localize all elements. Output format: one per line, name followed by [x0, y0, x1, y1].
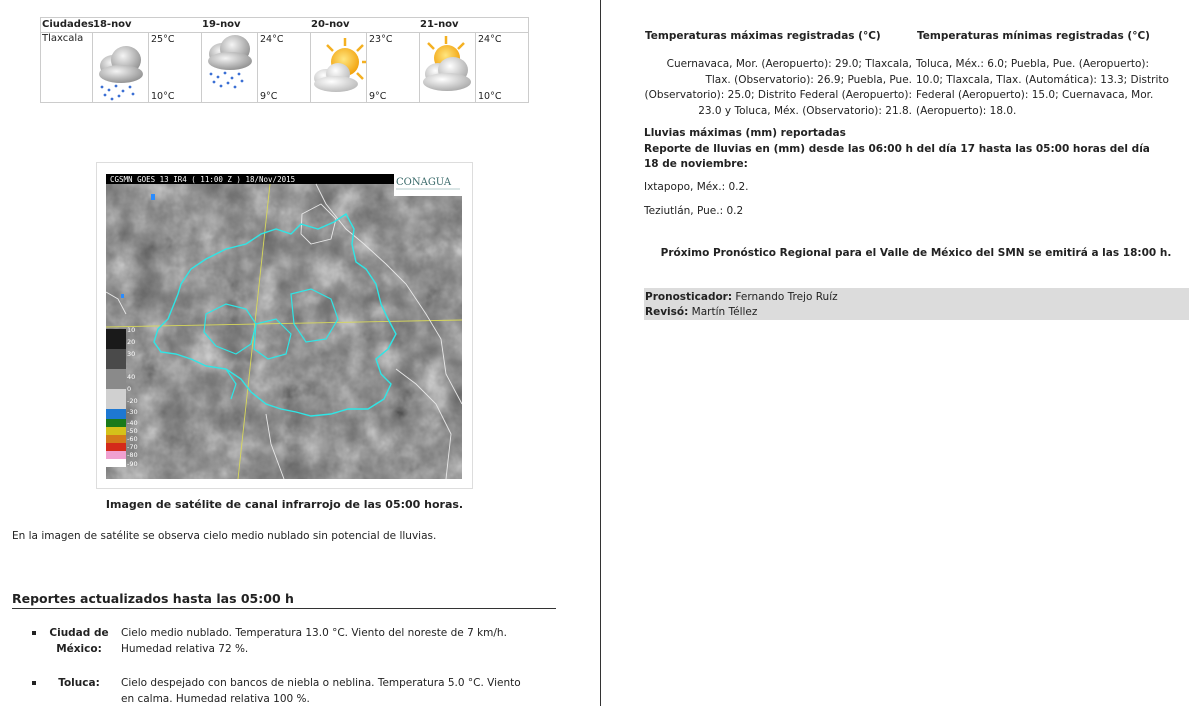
- satellite-observation: En la imagen de satélite se observa cielo medio nublado sin potencial de lluvias.: [12, 530, 437, 542]
- next-forecast: Próximo Pronóstico Regional para el Valle de México del SMN se emitirá a las 18:00 h.: [660, 247, 1172, 259]
- forecaster-name: Fernando Trejo Ruíz: [735, 291, 838, 303]
- report-item: [30, 675, 540, 707]
- scale-label: -40: [127, 419, 138, 427]
- bullet: [32, 631, 36, 635]
- report-item: [30, 625, 540, 659]
- min-temps-text: Toluca, Méx.: 6.0; Puebla, Pue. (Aeropuerto): 10.0; Tlaxcala, Tlax. (Automática): 13.3; Distrito Federal (Aeropuerto): 15.0; Cuernavaca, Mor. (Aeropuerto): 18.0.: [916, 58, 1169, 117]
- scale-label: 10: [127, 326, 136, 334]
- staff-box: [644, 288, 1189, 320]
- sun-cloud-icon: [311, 32, 367, 103]
- reviewer-label: Revisó:: [645, 306, 689, 318]
- forecast-day-3: [310, 32, 419, 103]
- scale-label: 20: [127, 338, 136, 346]
- forecast-day-1-max: 25°C: [151, 34, 175, 45]
- max-temps-text: Cuernavaca, Mor. (Aeropuerto): 29.0; Tlaxcala, Tlax. (Observatorio): 26.9; Puebla, Pue. (Observatorio): 25.0; Distrito Federal (Aeropuerto): 23.0 y Toluca, Méx. (Observatorio): 21.8.: [644, 58, 912, 117]
- rain-title: Lluvias máximas (mm) reportadas: [644, 127, 846, 139]
- forecast-table: [40, 17, 529, 103]
- forecast-day-4-min: 10°C: [478, 91, 502, 102]
- scale-label: -90: [127, 460, 138, 468]
- scale-label: 0: [127, 385, 132, 393]
- report-place: Ciudad de México:: [49, 627, 109, 655]
- forecast-day-2: [201, 32, 310, 103]
- forecast-header-day-4: 21-nov: [420, 19, 459, 30]
- rain-subtitle: Reporte de lluvias en (mm) desde las 06:00 h del día 17 hasta las 05:00 horas del día 18 de noviembre:: [644, 143, 1150, 170]
- min-temps-title: Temperaturas mínimas registradas (°C): [917, 30, 1150, 42]
- cloud-sun-icon: [420, 32, 476, 103]
- forecast-day-3-min: 9°C: [369, 91, 387, 102]
- forecast-header-day-3: 20-nov: [311, 19, 350, 30]
- forecaster-label: Pronosticador:: [645, 291, 733, 303]
- forecast-day-1: [92, 32, 201, 103]
- scale-label: 40: [127, 373, 136, 381]
- bullet: [32, 681, 36, 685]
- scale-label: -60: [127, 435, 138, 443]
- scale-label: -50: [127, 427, 138, 435]
- forecast-day-4-max: 24°C: [478, 34, 502, 45]
- reviewer-name: Martín Téllez: [691, 306, 758, 318]
- scale-label: -30: [127, 408, 138, 416]
- scale-label: -80: [127, 451, 138, 459]
- report-desc: Cielo medio nublado. Temperatura 13.0 °C. Viento del noreste de 7 km/h. Humedad relativa 72 %.: [121, 627, 507, 655]
- reports-title: Reportes actualizados hasta las 05:00 h: [12, 591, 556, 609]
- rain-cloud-icon: [93, 32, 149, 103]
- report-place: Toluca:: [58, 677, 100, 689]
- max-temps-title: Temperaturas máximas registradas (°C): [645, 30, 881, 42]
- conagua-logo: CONAGUA: [396, 177, 452, 188]
- forecast-day-1-min: 10°C: [151, 91, 175, 102]
- forecast-header-cities: Ciudades: [42, 19, 94, 30]
- forecast-header-day-2: 19-nov: [202, 19, 241, 30]
- report-desc: Cielo despejado con bancos de niebla o neblina. Temperatura 5.0 °C. Viento en calma. Humedad relativa 100 %.: [121, 677, 521, 705]
- scale-label: -70: [127, 443, 138, 451]
- satellite-header: CGSMN GOES 13 IR4 ( 11:00 Z ) 18/Nov/2015: [110, 175, 296, 184]
- forecast-day-4: [419, 32, 528, 103]
- column-divider: [600, 0, 601, 706]
- satellite-caption: Imagen de satélite de canal infrarrojo de las 05:00 horas.: [105, 498, 464, 511]
- forecast-day-2-min: 9°C: [260, 91, 278, 102]
- satellite-image: [106, 174, 462, 479]
- rain-cloud-icon: [202, 32, 258, 103]
- forecast-day-2-max: 24°C: [260, 34, 284, 45]
- scale-label: 30: [127, 350, 136, 358]
- rain-item: Teziutlán, Pue.: 0.2: [644, 205, 744, 217]
- forecast-city: Tlaxcala: [42, 33, 84, 44]
- forecast-header-day-1: 18-nov: [93, 19, 132, 30]
- rain-item: Ixtapopo, Méx.: 0.2.: [644, 181, 749, 193]
- scale-label: -20: [127, 397, 138, 405]
- forecast-day-3-max: 23°C: [369, 34, 393, 45]
